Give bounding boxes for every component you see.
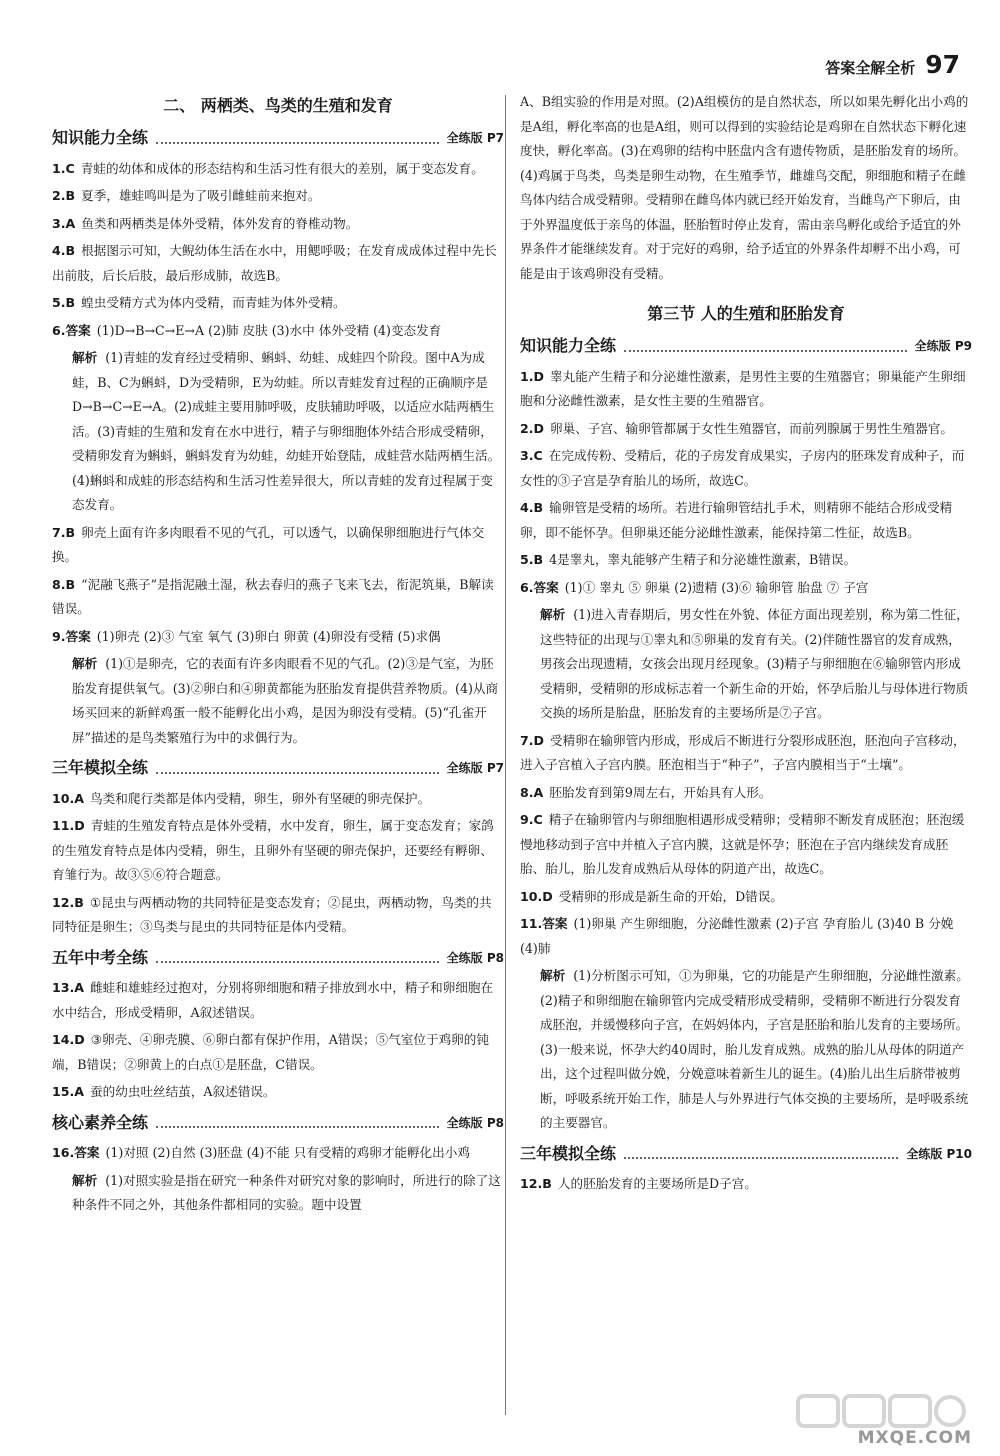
answer-text: (1)卵巢 产生卵细胞，分泌雌性激素 (2)子宫 孕育胎儿 (3)40 B 分娩 (4)肺 — [520, 916, 954, 956]
answer-number: 5.B — [520, 552, 544, 567]
answer-number: 12.B — [52, 894, 84, 910]
answer-text: ③卵壳、④卵壳膜、⑥卵白都有保护作用，A错误；⑤气室位于鸡卵的钝端，B错误；②卵黄上的白点①是胚盘，C错误。 — [52, 1032, 489, 1072]
answer-text: 胚胎发育到第9周左右，开始具有人形。 — [549, 784, 772, 800]
explanation — [72, 652, 504, 750]
answer-item — [520, 885, 972, 910]
answer-item — [52, 1028, 504, 1077]
answer-item — [520, 496, 972, 545]
right-column — [520, 90, 972, 1200]
page-number: 97 — [925, 50, 960, 79]
right-blocks — [520, 334, 972, 1197]
answer-number: 7.D — [520, 732, 545, 748]
answer-item — [52, 976, 504, 1025]
answer-number: 11.D — [52, 818, 85, 833]
answer-item — [520, 417, 972, 442]
answer-text: (1)进入青春期后，男女性在外貌、体征方面出现差别，称为第二性征，这些特征的出现与①睾丸和⑤卵巢的发育有关。(2)伴随性器官的发育成熟，男孩会出现遗精，女孩会出现月经现象。(3)精子与卵细胞在⑥输卵管内形成受精卵，受精卵的形成标志着一个新生命的开始，怀孕后胎儿与母体进行物质交换的场所是胎盘，胚胎发育的主要场所是⑦子宫。 — [540, 607, 969, 720]
answer-item — [52, 1080, 504, 1105]
column-divider — [505, 95, 506, 1415]
subsection-page-ref: 全练版 P10 — [906, 1146, 972, 1161]
answer-number: 3.A — [52, 215, 76, 231]
subsection-label: 知识能力全练 — [52, 128, 149, 147]
answer-text: 卵壳上面有许多肉眼看不见的气孔，可以透气，以确保卵细胞进行气体交换。 — [52, 524, 485, 564]
answer-text: (1)对照实验是指在研究一种条件对研究对象的影响时，所进行的除了这种条件不同之外，其他条件都相同的实验。题中设置 — [72, 1172, 501, 1212]
answer-item — [520, 729, 972, 778]
answer-text: 夏季，雄蛙鸣叫是为了吸引雌蛙前来抱对。 — [81, 188, 321, 203]
answer-item — [52, 787, 504, 812]
answer-number: 9.C — [520, 812, 543, 827]
answer-item — [520, 781, 972, 806]
subsection-page-ref: 全练版 P8 — [446, 1115, 504, 1130]
answer-item — [52, 814, 504, 888]
explanation-tag: 解析 — [540, 968, 566, 983]
subsection-page-ref: 全练版 P7 — [446, 761, 504, 775]
answer-item — [52, 212, 504, 237]
answer-text: 4是睾丸，睾丸能够产生精子和分泌雄性激素，B错误。 — [549, 552, 857, 567]
answer-text: 精子在输卵管内与卵细胞相遇形成受精卵；受精卵不断发育成胚泡；胚泡缓慢地移动到子宫中并植入子宫内膜，这就是怀孕；胚泡在子宫内继续发育成胚胎、胎儿，胎儿发育成熟后从母体的阴道产出，故选C。 — [520, 812, 965, 876]
answer-text: (1)青蛙的发育经过受精卵、蝌蚪、幼蛙、成蛙四个阶段。图中A为成蛙，B、C为蝌蚪，D为受精卵，E为幼蛙。所以青蛙发育过程的正确顺序是D→B→C→E→A。(2)成蛙主要用肺呼吸，皮肤辅助呼吸，以适应水陆两栖生活。(3)青蛙的生殖和发育在水中进行，精子与卵细胞体外结合形成受精卵，受精卵发育为蝌蚪，蝌蚪发育为幼蛙，幼蛙开始登陆，成蛙营水陆两栖生活。(4)蝌蚪和成蛙的形态结构和生活习性差异很大，所以青蛙的发育过程属于变态发育。 — [72, 350, 501, 512]
answer-item — [52, 1141, 504, 1166]
answer-number: 3.C — [520, 448, 543, 463]
answer-item — [52, 157, 504, 182]
page-header — [825, 50, 960, 79]
header-title: 答案全解全析 — [825, 59, 916, 77]
section-title: 第三节 人的生殖和胚胎发育 — [647, 304, 845, 323]
subsection-header — [52, 756, 504, 781]
answer-item — [520, 808, 972, 882]
answer-item — [520, 444, 972, 493]
answer-number: 7.B — [52, 524, 76, 540]
subsection-header — [52, 946, 504, 971]
answer-text: (1)D→B→C→E→A (2)肺 皮肤 (3)水中 体外受精 (4)变态发育 — [96, 322, 442, 338]
answer-number: 11.答案 — [520, 916, 568, 931]
answer-item — [520, 365, 972, 414]
leader-dots — [156, 1117, 439, 1128]
answer-text: 鱼类和两栖类是体外受精，体外发育的脊椎动物。 — [81, 215, 359, 231]
answer-number: 1.D — [520, 368, 545, 384]
answer-item — [520, 576, 972, 601]
answer-number: 1.C — [52, 160, 75, 176]
answer-number: 4.B — [520, 500, 544, 515]
subsection-label: 知识能力全练 — [520, 336, 617, 355]
answer-text: 青蛙的幼体和成体的形态结构和生活习性有很大的差别，属于变态发育。 — [80, 160, 484, 176]
leader-dots — [624, 1148, 898, 1159]
answer-item — [52, 521, 504, 570]
answer-text: 受精卵在输卵管内形成，形成后不断进行分裂形成胚泡，胚泡向子宫移动，进入子宫植入子宫内膜。胚泡相当于“种子”，子宫内膜相当于“土壤”。 — [520, 732, 966, 772]
explanation — [540, 964, 972, 1136]
answer-item — [520, 912, 972, 961]
explanation — [72, 346, 504, 518]
answer-text: ①昆虫与两栖动物的共同特征是变态发育；②昆虫，两栖动物，鸟类的共同特征是卵生；③鸟类与昆虫的共同特征是体内受精。 — [52, 894, 492, 934]
answer-number: 6.答案 — [520, 579, 559, 595]
answer-text: 卵巢、子宫、输卵管都属于女性生殖器官，而前列腺属于男性生殖器官。 — [550, 420, 954, 436]
leader-dots — [156, 763, 439, 774]
explanation-tag: 解析 — [72, 350, 98, 365]
subsection-header — [52, 1111, 504, 1136]
answer-number: 2.D — [520, 420, 545, 436]
subsection-page-ref: 全练版 P8 — [446, 950, 504, 965]
answer-item — [520, 548, 972, 573]
answer-text: (1)① 睾丸 ⑤ 卵巢 (2)遗精 (3)⑥ 输卵管 胎盘 ⑦ 子宫 — [564, 579, 869, 595]
watermark-text: MXQE.COM — [857, 1428, 972, 1448]
answer-text: (1)①是卵壳，它的表面有许多肉眼看不见的气孔。(2)③是气室，为胚胎发育提供氧气。(3)②卵白和④卵黄都能为胚胎发育提供营养物质。(4)从商场买回来的新鲜鸡蛋一般不能孵化出小鸡，是因为卵没有受精。(5)“孔雀开屏”描述的是鸟类繁殖行为中的求偶行为。 — [72, 656, 499, 745]
answer-item — [52, 291, 504, 316]
section-title: 二、 两栖类、鸟类的生殖和发育 — [163, 96, 393, 115]
answer-number: 2.B — [52, 188, 76, 203]
answer-item — [52, 319, 504, 344]
answer-number: 5.B — [52, 295, 76, 310]
answer-number: 14.D — [52, 1032, 85, 1047]
answer-text: 蚕的幼虫吐丝结茧，A叙述错误。 — [90, 1084, 276, 1099]
leader-dots — [156, 952, 439, 963]
subsection-header — [52, 126, 504, 151]
answer-text: “泥融飞燕子”是指泥融土湿，秋去春归的燕子飞来飞去，衔泥筑巢，B解读错误。 — [52, 576, 494, 616]
answer-text: 青蛙的生殖发育特点是体外受精，水中发育，卵生，属于变态发育；家鸽的生殖发育特点是体内受精，卵生，且卵外有坚硬的卵壳保护，还要经有孵卵、育雏行为。故③⑤⑥符合题意。 — [52, 818, 494, 882]
continued-explanation: A、B组实验的作用是对照。(2)A组模仿的是自然状态，所以如果先孵化出小鸡的是A组，孵化率高的也是A组，则可以得到的实验结论是鸡卵在自然状态下孵化速度快，孵化率高。(3)在鸡卵的结构中胚盘内含有遗传物质，是胚胎发育的场所。(4)鸡属于鸟类，鸟类是卵生动物，在生殖季节，雌雄鸟交配，卵细胞和精子在雌鸟体内结合成受精卵。受精卵在雌鸟体内就已经开始发育，当雌鸟产下卵后，由于外界温度低于亲鸟的体温，胚胎暂时停止发育，需由亲鸟孵化或给予适宜的外界条件才能继续发育。对于完好的鸡卵，给予适宜的外界条件却孵不出小鸡，可能是由于该鸡卵没有受精。 — [520, 94, 969, 281]
answer-number: 6.答案 — [52, 322, 91, 338]
answer-text: 根据图示可知，大鲵幼体生活在水中，用鳃呼吸；在发育成成体过程中先长出前肢，后长后肢，最后形成肺，故选B。 — [52, 243, 497, 283]
answer-number: 4.B — [52, 243, 76, 258]
subsection-label: 五年中考全练 — [52, 947, 149, 967]
answer-number: 8.B — [52, 576, 76, 592]
subsection-page-ref: 全练版 P9 — [914, 339, 972, 353]
explanation-tag: 解析 — [540, 607, 566, 622]
answer-text: (1)对照 (2)自然 (3)胚盘 (4)不能 只有受精的鸡卵才能孵化出小鸡 — [105, 1145, 470, 1160]
answer-item — [52, 184, 504, 209]
answer-text: 鸟类和爬行类都是体内受精，卵生，卵外有坚硬的卵壳保护。 — [90, 790, 431, 806]
answer-text: 输卵管是受精的场所。若进行输卵管结扎手术，则精卵不能结合形成受精卵，即不能怀孕。但卵巢还能分泌雌性激素，能保持第二性征，故选B。 — [520, 500, 953, 540]
subsection-label: 核心素养全练 — [52, 1112, 149, 1132]
explanation-tag: 解析 — [72, 1172, 98, 1188]
answer-number: 15.A — [52, 1084, 85, 1099]
answer-item — [52, 239, 504, 288]
subsection-label: 三年模拟全练 — [520, 1143, 617, 1163]
left-column — [52, 90, 504, 1221]
answer-text: 在完成传粉、受精后，花的子房发育成果实，子房内的胚珠发育成种子，而女性的③子宫是孕育胎儿的场所，故选C。 — [520, 448, 965, 488]
answer-number: 10.A — [52, 790, 85, 806]
answer-number: 16.答案 — [52, 1145, 100, 1160]
answer-item — [52, 625, 504, 650]
answer-number: 9.答案 — [52, 628, 91, 644]
subsection-header — [520, 1142, 972, 1167]
explanation — [540, 603, 972, 726]
answer-text: 受精卵的形成是新生命的开始，D错误。 — [558, 888, 783, 904]
explanation — [72, 1169, 504, 1218]
answer-text: 蝗虫受精方式为体内受精，而青蛙为体外受精。 — [81, 295, 346, 310]
subsection-label: 三年模拟全练 — [52, 758, 149, 777]
answer-number: 13.A — [52, 980, 85, 995]
subsection-page-ref: 全练版 P7 — [446, 131, 504, 145]
subsection-header — [520, 334, 972, 359]
leader-dots — [156, 133, 439, 144]
leader-dots — [624, 341, 907, 352]
answer-number: 8.A — [520, 784, 544, 800]
answer-item — [520, 1172, 972, 1197]
answer-text: 雌蛙和雄蛙经过抱对，分别将卵细胞和精子排放到水中，精子和卵细胞在水中结合，形成受精卵，A叙述错误。 — [52, 980, 494, 1020]
answer-text: (1)卵壳 (2)③ 气室 氧气 (3)卵白 卵黄 (4)卵没有受精 (5)求偶 — [96, 628, 441, 644]
answer-number: 12.B — [520, 1176, 552, 1191]
explanation-tag: 解析 — [72, 656, 98, 671]
answer-item — [52, 573, 504, 622]
answer-text: 人的胚胎发育的主要场所是D子宫。 — [557, 1176, 757, 1191]
answer-text: 睾丸能产生精子和分泌雄性激素，是男性主要的生殖器官；卵巢能产生卵细胞和分泌雌性激素，是女性主要的生殖器官。 — [520, 368, 966, 408]
answer-text: (1)分析图示可知，①为卵巢，它的功能是产生卵细胞，分泌雌性激素。(2)精子和卵细胞在输卵管内完成受精形成受精卵，受精卵不断进行分裂发育成胚泡，并缓慢移向子宫，在妈妈体内，子宫是胚胎和胎儿发育的主要场所。(3)一般来说，怀孕大约40周时，胎儿发育成熟。成熟的胎儿从母体的阴道产出，这个过程叫做分娩，分娩意味着新生儿的诞生。(4)胎儿出生后脐带被剪断，呼吸系统开始工作，肺是人与外界进行气体交换的主要场所，是呼吸系统的主要器官。 — [540, 968, 969, 1130]
answer-item — [52, 891, 504, 940]
left-blocks — [52, 126, 504, 1218]
answer-number: 10.D — [520, 888, 553, 904]
